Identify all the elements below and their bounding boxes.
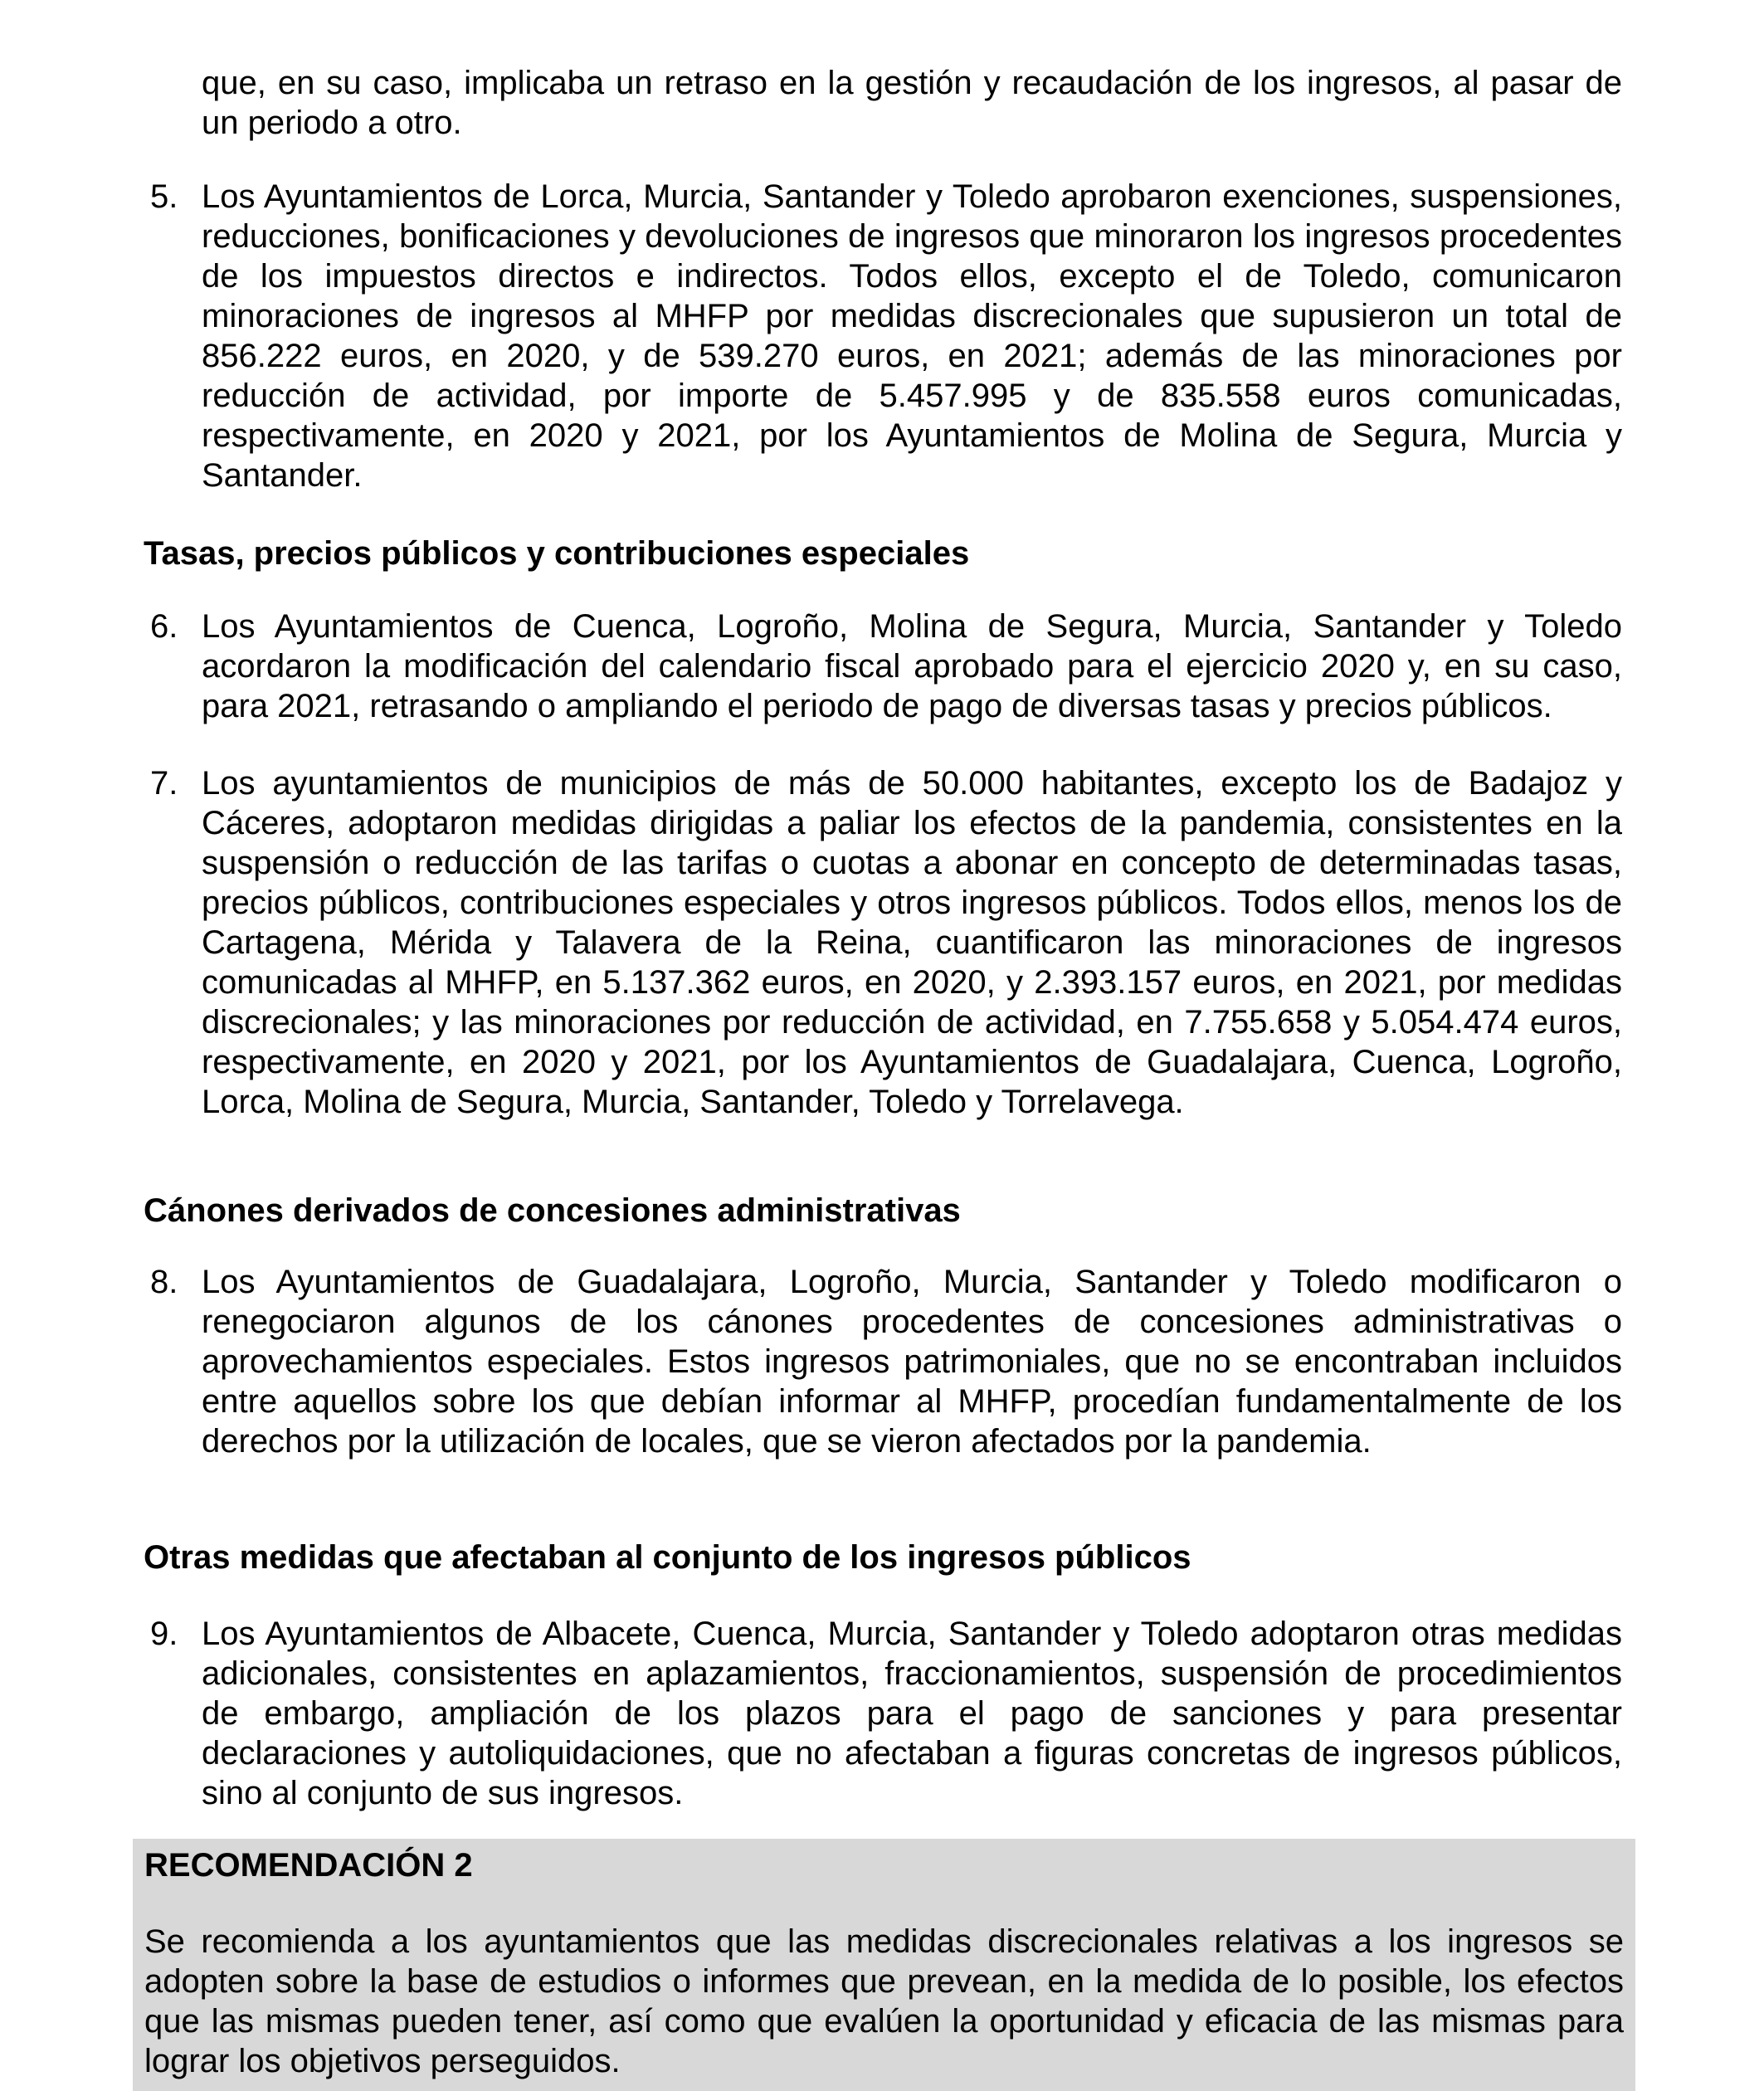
item-5-text: Los Ayuntamientos de Lorca, Murcia, Santander y Toledo aprobaron exenciones, suspensiones, reducciones, bonificaciones y devoluciones de ingresos que minoraron los ingresos procedentes de los impuestos directos e indirectos. Todos ellos, excepto el de Toledo, comunicaron minoraciones de ingresos al MHFP por medidas discrecionales que supusieron un total de 856.222 euros, en 2020, y de 539.270 euros, en 2021; además de las minoraciones por reducción de actividad, por importe de 5.457.995 y de 835.558 euros comunicadas, respectivamente, en 2020 y 2021, por los Ayuntamientos de Molina de Segura, Murcia y Santander. xyxy=(202,178,1622,494)
item-9-number: 9. xyxy=(150,1616,178,1652)
item-6-text: Los Ayuntamientos de Cuenca, Logroño, Molina de Segura, Murcia, Santander y Toledo acordaron la modificación del calendario fiscal aprobado para el ejercicio 2020 y, en su caso, para 2021, retrasando o ampliando el periodo de pago de diversas tasas y precios públicos. xyxy=(202,608,1622,724)
list-item-7 xyxy=(144,763,1622,1122)
recommendation-text: Se recomienda a los ayuntamientos que las medidas discrecionales relativas a los ingresos se adopten sobre la base de estudios o informes que prevean, en la medida de lo posible, los efectos que las mismas pueden tener, así como que evalúen la oportunidad y eficacia de las mismas para lograr los objetivos perseguidos. xyxy=(144,1923,1624,2079)
item-7-text: Los ayuntamientos de municipios de más de 50.000 habitantes, excepto los de Badajoz y Cáceres, adoptaron medidas dirigidas a paliar los efectos de la pandemia, consistentes en la suspensión o reducción de las tarifas o cuotas a abonar en concepto de determinadas tasas, precios públicos, contribuciones especiales y otros ingresos públicos. Todos ellos, menos los de Cartagena, Mérida y Talavera de la Reina, cuantificaron las minoraciones de ingresos comunicadas al MHFP, en 5.137.362 euros, en 2020, y 2.393.157 euros, en 2021, por medidas discrecionales; y las minoraciones por reducción de actividad, en 7.755.658 y 5.054.474 euros, respectivamente, en 2020 y 2021, por los Ayuntamientos de Guadalajara, Cuenca, Logroño, Lorca, Molina de Segura, Murcia, Santander, Toledo y Torrelavega. xyxy=(202,765,1622,1120)
item-5-number: 5. xyxy=(150,178,178,215)
item-8-number: 8. xyxy=(150,1264,178,1300)
recommendation-box xyxy=(133,1839,1635,2091)
item-7-number: 7. xyxy=(150,765,178,802)
list-item-8 xyxy=(144,1262,1622,1461)
item-9-text: Los Ayuntamientos de Albacete, Cuenca, Murcia, Santander y Toledo adoptaron otras medidas adicionales, consistentes en aplazamientos, fraccionamientos, suspensión de procedimientos de embargo, ampliación de los plazos para el pago de sanciones y para presentar declaraciones y autoliquidaciones, que no afectaban a figuras concretas de ingresos públicos, sino al conjunto de sus ingresos. xyxy=(202,1616,1622,1811)
section-heading-otras-medidas: Otras medidas que afectaban al conjunto de los ingresos públicos xyxy=(144,1539,1191,1576)
item-8-text: Los Ayuntamientos de Guadalajara, Logroño, Murcia, Santander y Toledo modificaron o renegociaron algunos de los cánones procedentes de concesiones administrativas o aprovechamientos especiales. Estos ingresos patrimoniales, que no se encontraban incluidos entre aquellos sobre los que debían informar al MHFP, procedían fundamentalmente de los derechos por la utilización de locales, que se vieron afectados por la pandemia. xyxy=(202,1264,1622,1460)
list-item-5 xyxy=(144,177,1622,495)
recommendation-title: RECOMENDACIÓN 2 xyxy=(144,1847,473,1884)
section-heading-tasas: Tasas, precios públicos y contribuciones especiales xyxy=(144,535,970,572)
section-heading-canones: Cánones derivados de concesiones administrativas xyxy=(144,1192,961,1229)
paragraph-intro-continuation: que, en su caso, implicaba un retraso en la gestión y recaudación de los ingresos, al pasar de un periodo a otro. xyxy=(202,65,1622,141)
item-6-number: 6. xyxy=(150,608,178,645)
list-item-6 xyxy=(144,607,1622,726)
list-item-9 xyxy=(144,1614,1622,1813)
